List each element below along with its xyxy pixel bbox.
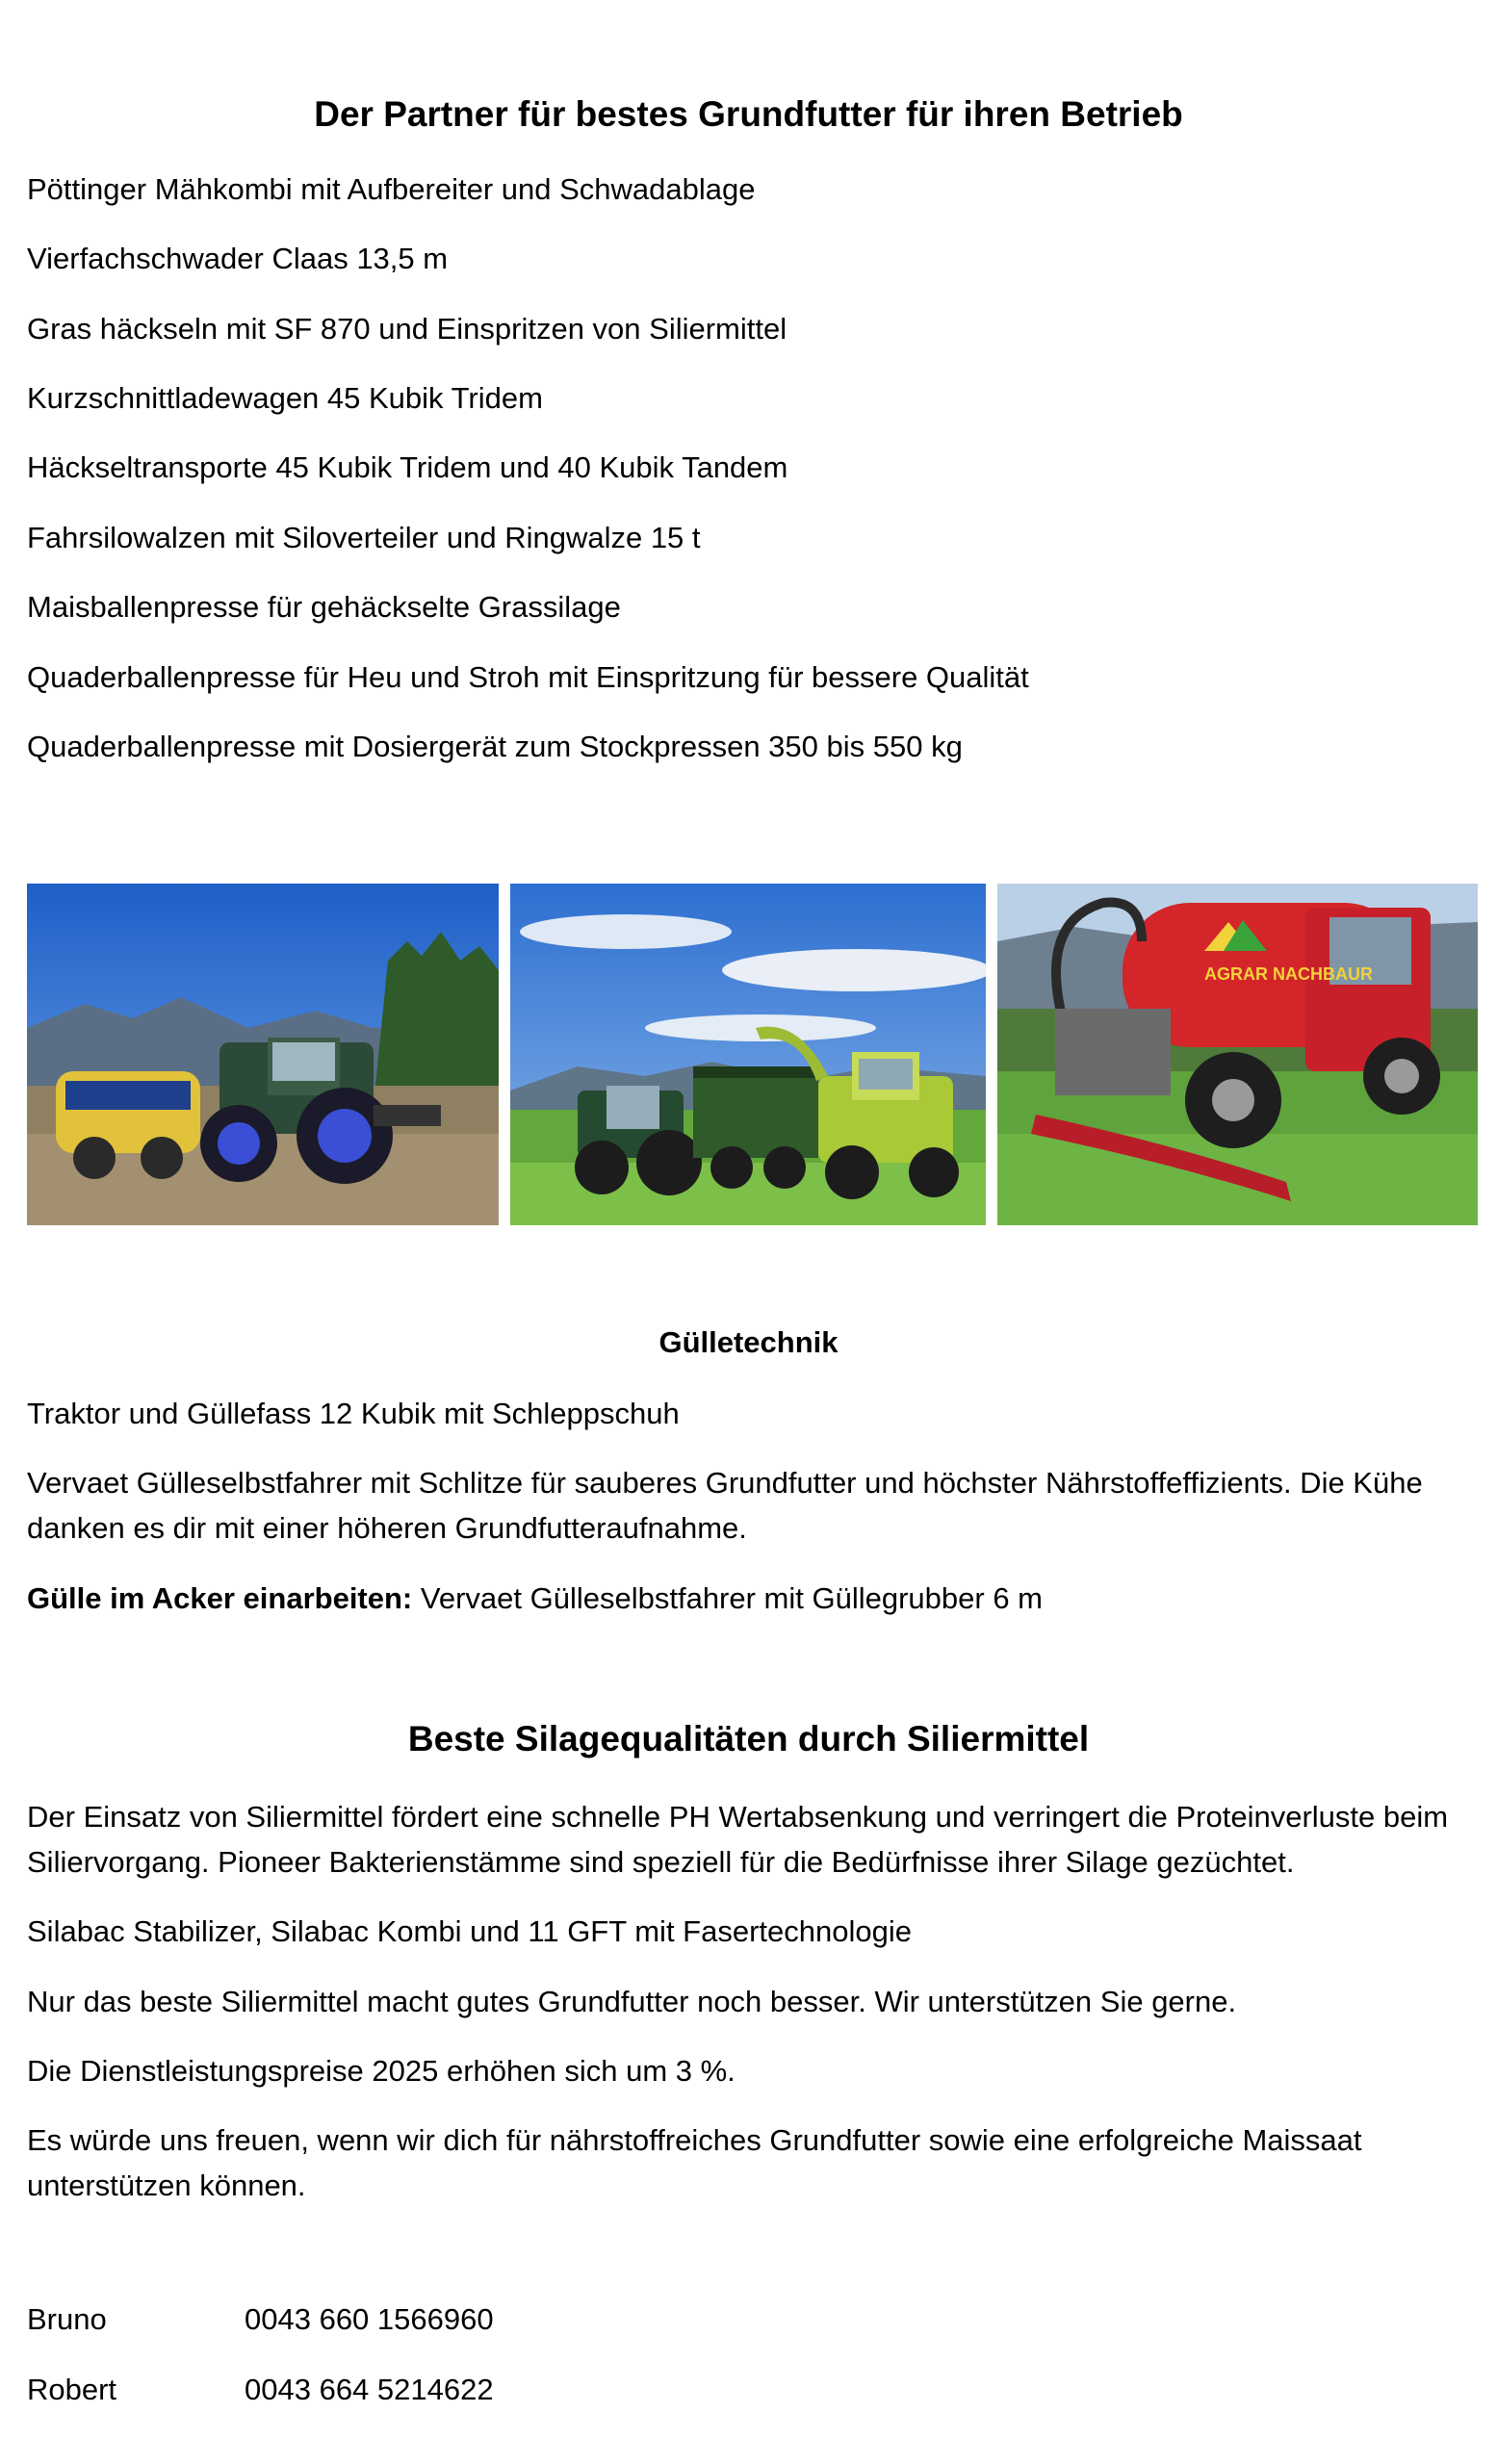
silage-heading: Beste Silagequalitäten durch Siliermittel: [407, 1719, 1090, 1758]
silage-products: Silabac Stabilizer, Silabac Kombi und 11 GFT mit Fasertechnologie: [27, 1914, 912, 1948]
service-item: Gras häckseln mit SF 870 und Einspritzen von Siliermittel: [27, 312, 787, 346]
service-item: Quaderballenpresse mit Dosiergerät zum Stockpressen 350 bis 550 kg: [27, 730, 963, 763]
page-title: Der Partner für bestes Grundfutter für ihren Betrieb: [314, 94, 1183, 134]
service-item: Quaderballenpresse für Heu und Stroh mit Einspritzung für bessere Qualität: [27, 660, 1029, 694]
photo-forage-harvester: [510, 884, 986, 1225]
guelle-paragraph: Vervaet Gülleselbstfahrer mit Schlitze für sauberes Grundfutter und höchster Nährstoffeffizients. Die Kühe danken es dir mit einer höheren Grundfutteraufnahme.: [27, 1466, 1423, 1545]
photo-slurry-tanker: [997, 884, 1478, 1225]
guelle-line: Traktor und Güllefass 12 Kubik mit Schleppschuh: [27, 1397, 680, 1430]
guelle-heading: Gülletechnik: [658, 1325, 839, 1359]
guelle-acker-line: [27, 1576, 1471, 1621]
contact-phone[interactable]: 0043 664 5214622: [245, 2373, 494, 2406]
contact-name: Bruno: [27, 2302, 107, 2336]
silage-paragraph: Der Einsatz von Siliermittel fördert eine schnelle PH Wertabsenkung und verringert die Proteinverluste beim Siliervorgang. Pioneer Bakterienstämme sind speziell für die Bedürfnisse ihrer Silage gezüchtet.: [27, 1800, 1449, 1879]
guelle-acker-rest: Vervaet Gülleselbstfahrer mit Güllegrubber 6 m: [412, 1581, 1044, 1615]
contact-phone[interactable]: 0043 660 1566960: [245, 2302, 494, 2336]
service-item: Maisballenpresse für gehäckselte Grassilage: [27, 590, 621, 624]
photo-tractor-baler: [27, 884, 499, 1225]
silage-note: Nur das beste Siliermittel macht gutes Grundfutter noch besser. Wir unterstützen Sie gerne.: [27, 1985, 1237, 2018]
tanker-logo-text: AGRAR NACHBAUR: [1204, 964, 1373, 984]
closing-paragraph: Es würde uns freuen, wenn wir dich für nährstoffreiches Grundfutter sowie eine erfolgreiche Maissaat unterstützen können.: [27, 2123, 1362, 2202]
price-note: Die Dienstleistungspreise 2025 erhöhen sich um 3 %.: [27, 2054, 736, 2088]
contact-name: Robert: [27, 2373, 117, 2406]
service-item: Kurzschnittladewagen 45 Kubik Tridem: [27, 381, 543, 415]
guelle-acker-bold: Gülle im Acker einarbeiten:: [27, 1581, 413, 1615]
service-item: Fahrsilowalzen mit Siloverteiler und Ringwalze 15 t: [27, 521, 701, 554]
service-item: Pöttinger Mähkombi mit Aufbereiter und Schwadablage: [27, 172, 756, 206]
service-item: Häckseltransporte 45 Kubik Tridem und 40 Kubik Tandem: [27, 450, 788, 484]
service-item: Vierfachschwader Claas 13,5 m: [27, 242, 449, 275]
